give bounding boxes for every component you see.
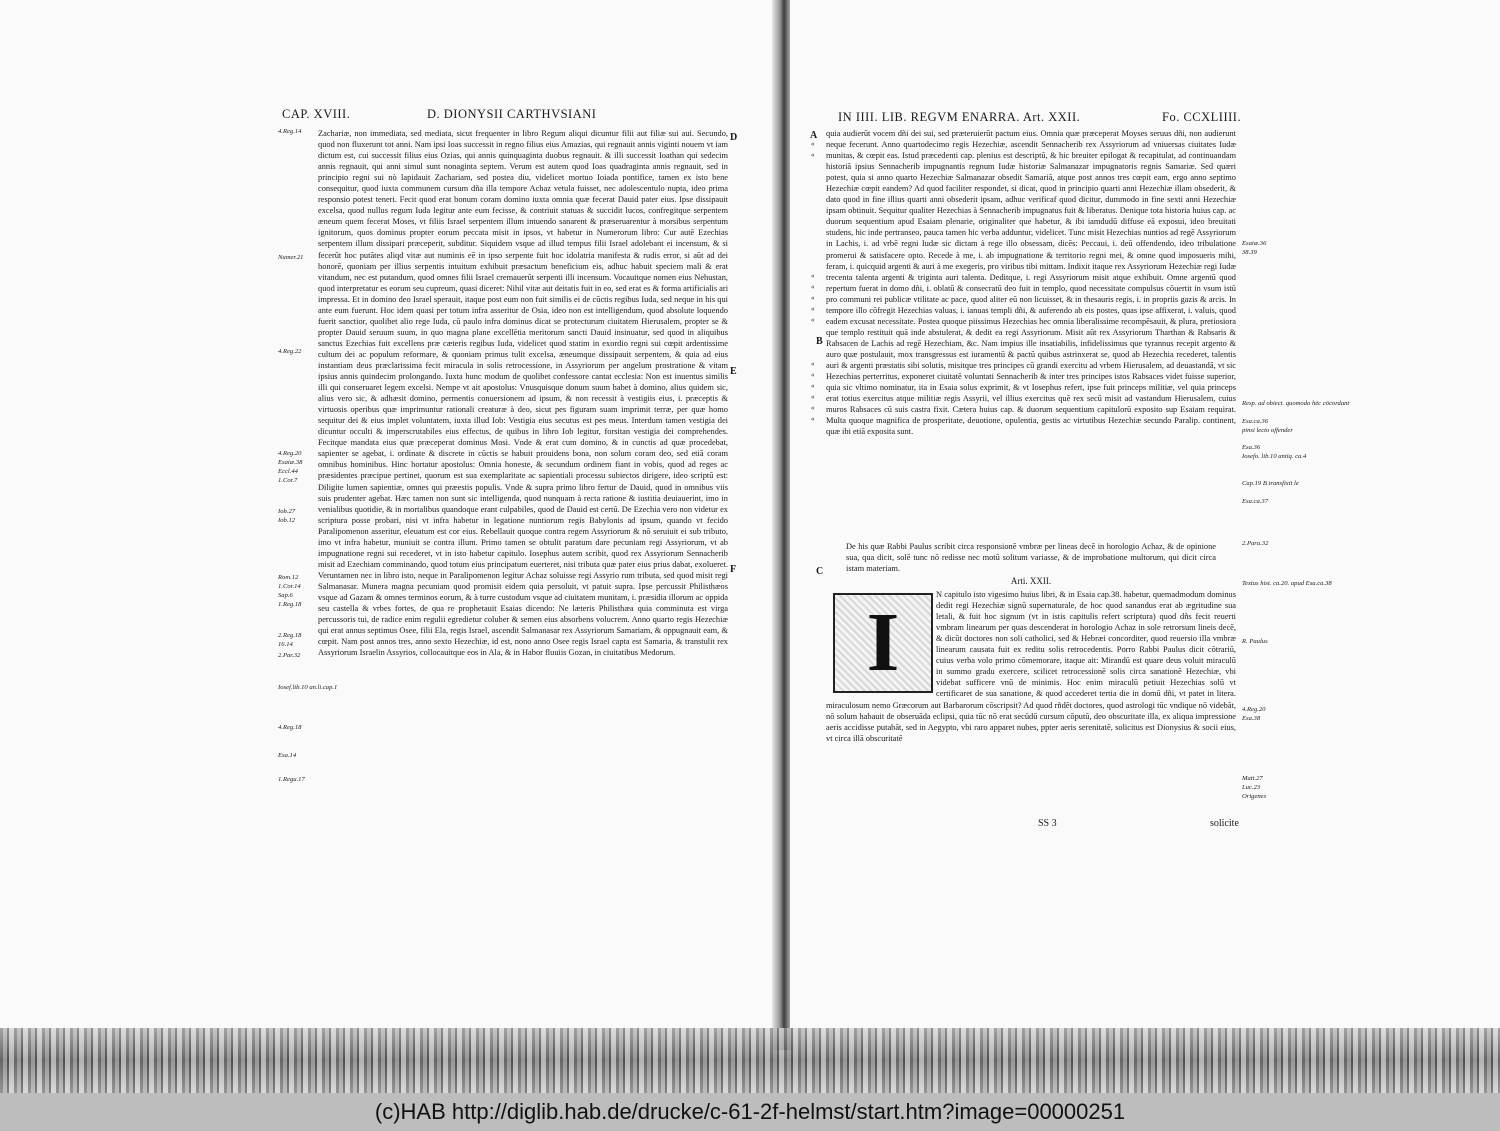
quote-mark: «: [811, 382, 815, 390]
initial-letter: I: [866, 596, 900, 689]
scanner-edge-band: [0, 1028, 1500, 1093]
right-paragraph-c: N capitulo isto vigesimo huius libri, & in Esaia cap.38. habetur, quemadmodum dominus dedit regi Hezechiæ signū supernaturale, de hoc quod sanandus erat ab ægritudine sua letali, & fuit hoc signum (vt in istis capitulis refert scriptura) quod dñs fecit reuerti vmbram linearum per quas descenderat in horologio Achaz in sole retrorsum lineis decē, & dicūt doctores non soli catholici, sed & Hebræi concorditer, quod reuersio illa vmbræ linearum causata fuit ex reditu solis retrocedentis. Porro Rabbi Paulus dicit cōtrariū, cuius verba volo primo cōmemorare, itaque ait: Mirandū est quare deus voluit miraculū in summo gradu exercere, scilicet retrocessionē solis circa sanationē Hezechiæ, vbi videbat sufficere vnū de minimis. Hoc enim miraculū petiuit Hezechias solū vt certificaret de sua sanatione, & quod accederet tertia die in domū dñi, vt patet in litera.: [936, 590, 1236, 699]
right-body-text-c2: [826, 702, 1236, 830]
margin-note: 2.Par.32: [278, 652, 301, 659]
margin-note: Iob.27: [278, 508, 296, 515]
margin-note: pinsi lecto offender: [1242, 427, 1293, 434]
margin-note: Esa.38: [1242, 715, 1261, 722]
quote-mark: «: [811, 316, 815, 324]
section-letter: C: [816, 566, 824, 577]
section-letter: D: [730, 132, 738, 143]
article-heading: Arti. XXII.: [1010, 576, 1052, 586]
quote-mark: «: [811, 283, 815, 291]
margin-note: Iosefo. lib.10 antiq. ca.4: [1242, 453, 1307, 460]
margin-note: Esaiæ.38: [278, 459, 303, 466]
quote-mark: «: [811, 140, 815, 148]
margin-note: 1.Cor.14: [278, 583, 301, 590]
left-paragraph: Zachariæ, non immediata, sed mediata, sicut frequenter in libro Regum aliqui dicuntur filii aut filiæ sui aui. Secundo, quod non fluxerunt tot anni. Nam ipsi Ioas successit in regno filius eius Amazias, qui regnauit annis viginti nouem vt iam dictum est, cui successit filius eius Ozias, qui annis quinquaginta duobus regnauit. & illi successit Ioathan qui sedecim annis regnauit, qui anni simul sunt nonaginta septem. Verum est autem quod Ioas quadraginta annis regnauit, sed in principio regni sui nò lapidauit Zachariam, sed postea diu, videlicet mortuo Ioiada pontifice, tamen ex isto bene consequitur, quod iuxta communem cursum dña illa tempore Achaz vetula fuisset, nec adolescentulo nupta, ideo prima responsio potest teneri. Fecit quod erat bonum coram domino iuxta omnia quæ fecerat Dauid pater eius. Ipse dissipauit excelsa, quod nullus regum Iuda legitur ante eum fecisse, & contriuit statuas & succidit lucos, confregitque serpentem æneum quem fecerat Moses, vt filiis Israel serpentem illum intuendo sanarent & præseruarentur à morsibus serpentum ignitorum, quos dominus propter eorum peccata misit in ipsos, vt habetur in Numerorum libro: Cur autē Ezechias serpentem illum dissipari præceperit, subditur. Siquidem vsque ad illud tempus filii Israel adolebant ei incensum, & si fecerūt hoc putātes aliqd vitæ aut numinis eē in ipso serpente fuit hoc idolatria manifesta & rudis error, si aūt ad dei honorē, quoniam per illius serpentis intuitum exhibuit præsactum beneficium eis, adhuc habuit speciem mali & erat vitandum, nec est putandum, quod omnes filii Israel cremauerūt serpenti illi incensum. Vocauitque nomen eius Nehustan, quod interpretatur es eorum seu cupreum, quasi diceret: Nihil vitæ aut deitatis fuit in eo, sed erat es & forma artificialis ari impressa. Et in domino deo Israel sperauit, itaque post eum non fuit similis ei de cūctis regibus Iuda, sed neque in his qui ante eum fuerunt. Hoc idem quasi per totum infra asseritur de Osia, ideo non est intelligendum, quod absolute loquendo fuerit sanctior, quolibet alio rege Iuda, cū paulo infra dominus dicat se protecturum ciuitatem Hierusalem, propter se & propter Dauid seruum suum, in quo magna plane excellētia meritorum sancti Dauid insinuatur, sed quod in aliquibus sanctus Ezechias fuit excellens præ cæteris regibus Iuda, videlicet quod statim in exordio regni sui cœpit ardentissime cultum dei ac populum reformare, & quoniam primus tulit excelsa, æneumque dissipauit serpentem, & quia ad eius instantiam deus præclarissima fecit miracula in solis retrocessione, in Assyriorum per angelum prostratione & vitam ipsius annis quindecim prolongando. Iuxta hunc modum de quolibet confessore cantat ecclesia: Non est inuentus similis illi qui conseruaret legem excelsi. Nempe vt ait apostolus: Vnusquisque donum suum habet à domino, alius quidem sic, alius vero sic, & adhæsit domino, permentis conuersionem ad ipsum, & non recessit à vestigiis eius, i. præceptis & virtuosis operibus quæ imprimuntur rationali creaturæ à deo, sicut pes figuram suam imprimit terræ, per quæ homo sequitur dei & eius implet voluntatem, iuxta illud Iob: Vestigia eius secutus est pes meus. Interdum tamen vestigia dei dicuntur occulti & imperscrutabiles eius effectus, de quibus in libro Iob legitur, forsitan vestigia dei comprehendes. Fecitque mandata eius quæ præceperat dominus Mosi. Vnde & erat cum domino, & in cunctis ad quæ procedebat, sapienter se agebat, i. ordinate & discrete in cūctis se habuit prouidens bona, non solum coram deo, sed etiā coram omnibus hominibus. Hinc hortatur apostolus: Omnia honeste, & secundum ordinem fiant in vobis, quod ad reges ac præsidentes præcipue pertinet, quorum est sua exemplaritate ac sapientiali processu subiectos dirigere, ideo scriptū est: Diligite lumen sapientiæ, omnes qui præestis populis. Vnde & supra primo libro fertur de Dauid, quod in omnibus viis suis prudenter agebat. Hæc tamen non sunt sic intelligenda, quod nunquam à recta ratione & iustitia deuiauerint, imo in venialibus quotidie, & in mortalibus quandoque erant culpabiles, quod de Dauid est certū. De Ezechia vero non videtur ex scriptura posse probari, nisi vt infra habetur in legatione nuntiorum regis Babylonis ad ipsum, quando vt fecido Paralipomenon asseritur, eleuatum est cor eius. Rebellauit quoque contra regem Assyriorum & nō seruiuit ei sub tributo, imo vt infra habetur, muniuit se contra illum. Primo tamen se obtulit paratum dare pecuniam regi Assyriorum, vt ab impugnatione regni sui recederet, vt in isto habetur capitulo. Iosephus autem scribit, quod rex Assyriorum Sennacherib misit ad Ezechiam comminando, quod totum eius principatum euerteret, nisi tributa quæ pater eius prius dabat, exolueret. Veruntamen nec in libro isto, neque in Paralipomenon legitur Achaz soluisse regi Assyrio rum tributa, sed quod misit regi Salmanasar. Munera magna pecuniam quod promisit eidem quia persoluit, vt patuit supra. Ipse percussit Philisthæos vsque ad Gazam & omnes terminos eorum, & à turre custodum vsque ad ciuitatem munitam, i. præsidia illorum ac oppida seu castella & vrbes fortes, de qua re prophetauit Esaias dicendo: Ne læteris Philisthæa quia comminuta est virga percussoris tui, de radice enim regulii egredietur coluber & semen eius absorbens volucrem. Anno quarto regis Hezechiæ qui erat annus septimus Osee, filii Ela, regis Israel, ascendit Salmanasar rex Assyriorum Samariam, & oppugnauit eam, & cœpit. Nam post annos tres, anno sexto Hezechiæ, id est, nono anno Osee regis Israel capta est Samaria, & transtulit rex Assyriorum Israelin Assyrios, collocauitque eos in Ala, & in Habor fluuiis Gozan, in ciuitatibus Medorum.: [318, 129, 728, 658]
section-letter: B: [816, 336, 823, 347]
margin-note: Eccl.44: [278, 468, 298, 475]
margin-note: Origenes: [1242, 793, 1267, 800]
margin-note: 38.39: [1242, 249, 1257, 256]
margin-note: Esaiæ.36: [1242, 240, 1267, 247]
margin-note: Esa.ca.36: [1242, 418, 1269, 425]
margin-note: Cap.19 B transfixit le: [1242, 480, 1299, 487]
margin-note: Resp. ad obiect. quomodo hēc cōcordant: [1242, 400, 1350, 407]
quote-mark: «: [811, 151, 815, 159]
quote-mark: «: [811, 294, 815, 302]
margin-note: 1.Reg.18: [278, 601, 302, 608]
quote-mark: «: [811, 360, 815, 368]
margin-note: 4.Reg.20: [278, 450, 302, 457]
section-letter: F: [730, 564, 737, 575]
margin-note: Sap.6: [278, 592, 293, 599]
margin-note: 1.Regu.17: [278, 776, 305, 783]
margin-note: 4.Reg.22: [278, 348, 302, 355]
margin-note: 4.Reg.18: [278, 724, 302, 731]
margin-note: 1.Cor.7: [278, 477, 298, 484]
catchword: solicite: [1210, 818, 1239, 829]
margin-note: Esa.36: [1242, 444, 1261, 451]
right-page: [790, 0, 1500, 1028]
left-body-text: [318, 128, 728, 824]
margin-note: R. Paulus: [1242, 638, 1268, 645]
margin-note: Esa.14: [278, 752, 297, 759]
margin-note: 4.Reg.20: [1242, 706, 1266, 713]
margin-note: Iob.12: [278, 517, 296, 524]
quote-mark: «: [811, 393, 815, 401]
quote-mark: «: [811, 371, 815, 379]
margin-note: Luc.23: [1242, 784, 1261, 791]
book-title-label: IN IIII. LIB. REGVM ENARRA. Art. XXII.: [838, 110, 1081, 124]
right-paragraph-c-continued: miraculosum nemo Græcorum aut Barbarorum cōscripsit? Ad quod rñdēt doctores, quod astrologi tūc vndique nō videbāt, nō solum habauit de obseruāda eclipsi, quia tūc nō erat secūdū cursum cōputū, deo obscuritate illa, ex aliqua impressione aeris accidisse putabāt, sed in Aegypto, vbi raro apparet nubes, ppter aeris serenitatē, solicitus est Dionysius & socii eius, vt circa illā obscuritatē: [826, 702, 1236, 743]
section-letter: E: [730, 366, 737, 377]
folio-label: Fo. CCXLIIII.: [1162, 110, 1242, 124]
section-letter: A: [810, 130, 818, 141]
right-body-text-c1: [936, 589, 1236, 699]
quote-mark: «: [811, 415, 815, 423]
signature-mark: SS 3: [1038, 818, 1057, 829]
margin-note: Textus hist. ca.20. apud Esa.ca.38: [1242, 580, 1332, 587]
margin-note: 16.14: [278, 641, 293, 648]
margin-note: Numer.21: [278, 254, 304, 261]
margin-note: Rom.12: [278, 574, 299, 581]
attribution-bar: [0, 1093, 1500, 1131]
article-heading-box: [826, 576, 1236, 588]
quote-mark: «: [811, 272, 815, 280]
left-page: [0, 0, 778, 1028]
woodcut-initial: [833, 593, 933, 693]
margin-note: 2.Reg.18: [278, 632, 302, 639]
margin-note: Matt.27: [1242, 775, 1263, 782]
article-summary-text: De his quæ Rabbi Paulus scribit circa responsionē vmbræ per lineas decē in horologio Achaz, & de opinione sua, qua dicit, solē tunc nō redisse nec motū solitum variasse, & de improbatione multorum, qui dicit circa istam materiam.: [846, 542, 1216, 574]
margin-note: 4.Reg.14: [278, 128, 302, 135]
attribution-text: (c)HAB http://diglib.hab.de/drucke/c-61-2f-helmst/start.htm?image=00000251: [374, 1099, 1126, 1124]
author-label: D. DIONYSII CARTHVSIANI: [427, 107, 597, 121]
margin-note: Esa.ca.37: [1242, 498, 1269, 505]
right-body-text-a: [826, 128, 1236, 540]
article-summary: [846, 541, 1216, 575]
chapter-label: CAP. XVIII.: [282, 107, 351, 121]
quote-mark: «: [811, 404, 815, 412]
quote-mark: «: [811, 305, 815, 313]
margin-note: Iosef.lib.10 an.li.cap.1: [278, 684, 338, 691]
margin-note: 2.Para.32: [1242, 540, 1269, 547]
right-paragraph: quia audierūt vocem dñi dei sui, sed præteruierūt pactum eius. Omnia quæ præceperat Moyses seruus dñi, non audierunt neque fecerunt. Anno quartodecimo regis Hezechiæ, ascendit Sennacherib rex Assyriorum ad vniuersas ciuitates Iudæ munitas, & cœpit eas. Istud præcedenti cap. plenius est descriptū, & hic breuiter epilogat & recapitulat, ad continuandam historiā ipsius Sennacherib impugnantis regnum Iudæ historiæ Salmanazar impugnatoris regnis Samariæ. Sed quæri potest, quia si anno quarto Hezechiæ Salmanazar obsedit Samariā, atque post annos tres cœpit eam, ergo anno septimo Hezechiæ cœpit eandem? Ad quod faciliter respondet, si dicat, quod in principio quarti anni Hezechiæ illam obsederit, & dato quod in fine illius quarti anni obsederit ipsam, adhuc verificaf quod dicitur, dummodo in fine sexti anni Hezechiæ ipsam obtinuit. Sequitur qualiter Hezechias à Sennacherib impugnatus fuit & liberatus. Denique tota historia huius cap. ac duorum sequentium apud Esaiam plenarie, originaliter que habetur, & ibi iamdudū diffuse eā exposui, ideo breuitati studens, hic inde pertranseo, pauca tamen hic verba adduntur, videlicet. Tunc misit Hezechias nuntios ad regē Assyriorum in Lachis, i. ad vrbē regni Iudæ sic dictam à rege illo obsessam, dicēs: Peccaui, i. deū offendendo, ideo tribulatione promerui & satisfacere opto. Recede à me, i. ab impugnatione & territorio regni mei, & omne quod imposueris mihi, feram, i. quicquid argenti & auri à me exegeris, pro viribus tibi mittam. Indixit itaque rex Assyriorum Hezechiæ regi Iudæ trecenta talenta argenti & triginta auri talenta. Deditque, i. regi Assyriorum misit atque exhibuit. Omne argentū quod repertum fuerat in domo dñi, i. oblatū & consecratū deo fuit in templo, quod necessitate compulsus cōuertit in vsum istū pro communi rei publicæ vtilitate ac pace, quod aliter eū non licuisset, & in thesauris regis, i. in propriis gazis & arcis. In tempore illo cōfregit Hezechias valuas, i. ianuas templi dñi, & auferendo ab eis postes, quas ipse affixerat, i. valuis, quod eadem excusat necessitate. Postea quoque piissimus Hezechias hec omnia liberalissime recompēsauit, & plura, pretiosiora que templo restituit quā inde abstulerat, & dedit ea regi Assyriorum. Misit aūt rex Assyriorum Tharthan & Rabsaris & Rabsacen de Lachis ad regē Hezechiam, &c. Nam impius ille insatiabilis, infidelissimus que tyrannus recepit argento & auro quæ postulauit, mox transgressus est iuramentū & pactū quibus astrinxerat se, quod ab Hezechia recederet, talentis auri & argenti præstatis sibi solutis, misitque tres principes cū grandi exercitu ad vrbem Hierusalem, ad deuastandā, vt sic Hezechias perterritus, exponeret ciuitatē voluntati Sennacherib & inter tres principes istos Rabsaces videt fuisse superior, quia sic vltimo nominatur, ita in Esaia solus exprimit, & vt Iosephus refert, ipse fuit princeps militiæ, vel quia princeps erat totius exercitus atque militiæ regis Assyrii, vel illius exercitus quē rex secū misit ad vastandum Hierusalem, cuius muros Rabsaces cū suis castra fixit. Cætera huius cap. & duorum sequentium capitulorū exposito sup Esaiam requirat. Multa quoque magnifica de prosperitate, deuotione, opulentia, gestis ac virtutibus Hezechiæ secundo Paralip. continent, quæ ibi etiā exposita sunt.: [826, 129, 1236, 437]
